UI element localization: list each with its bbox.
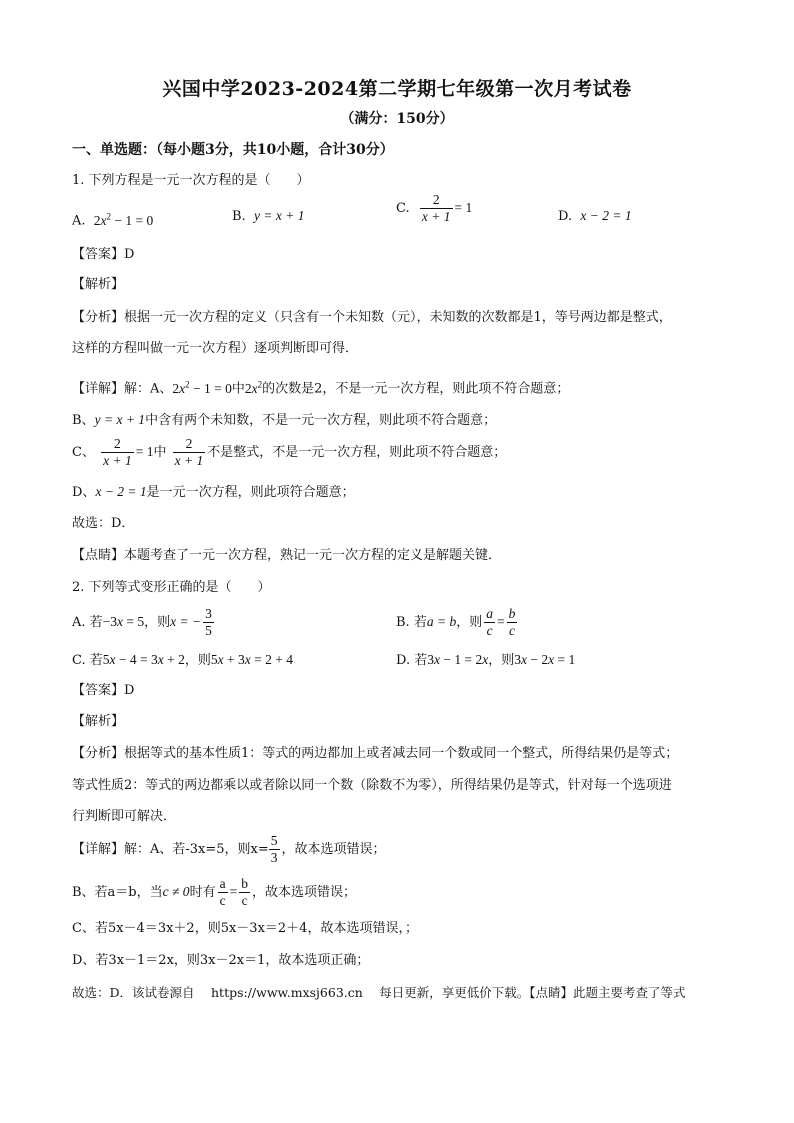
q1-option-b: B. y = x + 1 — [232, 208, 305, 224]
q1-detail-a: 【详解】解：A、$2x^2 - 1 = 0$中$2x^2$的次数是2，不是一元一次方程，则此项不符合题意； — [72, 379, 570, 397]
section-heading: 一、单选题：（每小题3分，共10小题，合计30分） — [72, 142, 394, 158]
q2-analysis-line-2: 等式性质2：等式的两边都乘以或者除以同一个数（除数不为零），所得结果仍是等式，针对每一个选项进 — [72, 778, 672, 793]
q2-detail-d: D、若3x－1＝2x，则3x－2x＝1，故本选项正确； — [72, 953, 370, 968]
q1-detail-d: D、x − 2 = 1是一元一次方程，则此项符合题意； — [72, 484, 355, 500]
q2-detail-a: 【详解】解：A、若-3x=5，则x= $\frac{5}{3}$ ，故本选项错误； — [72, 833, 386, 865]
q1-detail-b: B、y = x + 1中含有两个未知数，不是一元一次方程，则此项不符合题意； — [72, 412, 497, 428]
q2-analysis-line-3: 行判断即可解决． — [72, 809, 177, 824]
q1-stem: 1. 下列方程是一元一次方程的是（ ） — [72, 173, 310, 188]
q2-analysis-label: 【解析】 — [72, 714, 125, 729]
q1-choice: 故选：D． — [72, 516, 135, 531]
q1-option-d: D. x − 2 = 1 — [558, 208, 632, 224]
q1-detail-c: C、 $\frac{2}{x + 1}$ = 1中 $\frac{2}{x + 1}$ 不是整式，不是一元一次方程，则此项不符合题意； — [72, 436, 507, 468]
full-score-note: （满分：150分） — [340, 111, 454, 127]
q2-stem: 2. 下列等式变形正确的是（ ） — [72, 580, 271, 595]
q2-answer: 【答案】D — [72, 683, 135, 698]
q2-footer-line: 故选：D．该试卷源自 https://www.mxsj663.cn 每日更新，享更低价下载。【点睛】此题主要考查了等式 — [72, 985, 686, 1000]
q2-analysis-line-1: 【分析】根据等式的基本性质1：等式的两边都加上或者减去同一个数或同一个整式，所得结果仍是等式； — [72, 746, 679, 761]
page-title: 兴国中学2023-2024第二学期七年级第一次月考试卷 — [162, 78, 632, 100]
q2-detail-b: B、若a＝b，当c ≠ 0时有 $\frac{a}{c}$ = $\frac{b}{c}$ ，故本选项错误； — [72, 876, 356, 908]
q2-option-a: A. 若−3x = 5，则x = − $\frac{3}{5}$ — [72, 606, 212, 638]
q1-analysis-label: 【解析】 — [72, 277, 125, 292]
q1-analysis-line-1: 【分析】根据一元一次方程的定义（只含有一个未知数（元），未知数的次数都是1，等号两边都是整式， — [72, 310, 672, 325]
q1-option-c: C. $\frac{2}{x + 1}$ = 1 — [396, 192, 473, 224]
q2-detail-c: C、若5x－4＝3x＋2，则5x－3x＝2＋4，故本选项错误，； — [72, 921, 418, 936]
q2-option-d: D. 若3x − 1 = 2x，则3x − 2x = 1 — [396, 652, 576, 668]
q2-option-b: B. 若a = b，则 $\frac{a}{c}$ = $\frac{b}{c}$ — [396, 606, 516, 638]
q1-comment: 【点睛】本题考查了一元一次方程，熟记一元一次方程的定义是解题关键． — [72, 548, 502, 563]
q1-option-a: A. $2x^2 - 1 = 0$ — [72, 211, 154, 229]
q1-answer: 【答案】D — [72, 247, 135, 262]
q2-option-c: C. 若5x − 4 = 3x + 2，则5x + 3x = 2 + 4 — [72, 652, 293, 668]
q1-analysis-line-2: 这样的方程叫做一元一次方程）逐项判断即可得． — [72, 341, 359, 356]
